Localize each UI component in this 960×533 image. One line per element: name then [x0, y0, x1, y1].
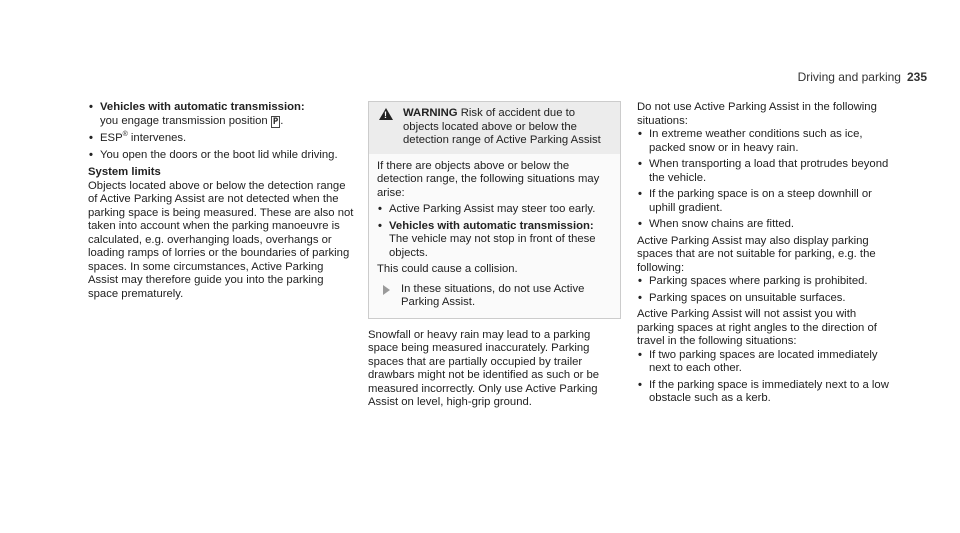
bullet-list-top [88, 101, 356, 162]
list-item: • When snow chains are fitted. [637, 218, 895, 232]
section-heading: System limits [88, 166, 161, 178]
list-item: • When transporting a load that protrudes beyond the vehicle. [637, 158, 895, 185]
warning-header [369, 102, 620, 154]
item-bold-label: Vehicles with automatic transmission: [389, 219, 594, 232]
list-item: • If two parking spaces are located immediately next to each other. [637, 349, 895, 376]
list-item: • If the parking space is immediately next to a low obstacle such as a kerb. [637, 379, 895, 406]
item-tail: . [280, 114, 284, 127]
warning-intro: If there are objects above or below the detection range, the following situations may arise: [377, 159, 600, 199]
item-text: The vehicle may not stop in front of these objects. [389, 233, 596, 259]
bullet-list-3 [637, 349, 895, 406]
list-item: • In extreme weather conditions such as ice, packed snow or in heavy rain. [637, 128, 895, 155]
item-text: Active Parking Assist may steer too early. [389, 203, 596, 215]
item-bold-label: Vehicles with automatic transmission: [100, 101, 305, 113]
column-right [637, 101, 895, 409]
transmission-p-symbol: P [272, 116, 279, 127]
item-text: intervenes. [127, 132, 187, 144]
list-item: • Parking spaces on unsuitable surfaces. [637, 292, 895, 306]
body-paragraph: Do not use Active Parking Assist in the following situations: [637, 101, 877, 127]
body-paragraph: Active Parking Assist may also display parking spaces that are not suitable for parking, e.g. the following: [637, 234, 876, 274]
warning-body [369, 154, 620, 318]
body-paragraph: Active Parking Assist will not assist you with parking spaces at right angles to the direction of travel in the following situations: [637, 308, 877, 347]
section-title: Driving and parking [797, 70, 901, 84]
item-text: You open the doors or the boot lid while driving. [100, 148, 338, 161]
item-text: you engage transmission position [100, 114, 268, 127]
bullet-list-2 [637, 275, 895, 305]
registered-mark: ® [122, 131, 128, 139]
list-item [377, 220, 612, 261]
body-paragraph: Objects located above or below the detection range of Active Parking Assist are not detected when the parking space is being measured. These are also not taken into account when the parking manoeuvre is calculated, e.g. overhanging loads, overhangs or loading ramps of lorries or the boundaries of parking spaces. In some circumstances, Active Parking Assist may therefore guide you into the parking space prematurely. [88, 179, 354, 300]
warning-consequence: This could cause a collision. [377, 263, 518, 275]
page-number: 235 [906, 70, 927, 84]
warning-box [368, 101, 621, 319]
list-item [88, 149, 356, 163]
warning-label: WARNING [403, 107, 458, 119]
body-paragraph: Snowfall or heavy rain may lead to a parking space being measured inaccurately. Parking spaces that are partially occupied by trailer drawbars might not be identified as such or be measured incorrectly. Only use Active Parking Assist on level, high-grip ground. [368, 328, 600, 408]
list-item: • Parking spaces where parking is prohibited. [637, 275, 895, 289]
column-middle [368, 101, 621, 410]
list-item [88, 101, 356, 129]
warning-triangle-icon [379, 108, 393, 120]
step-arrow-icon [383, 285, 390, 295]
item-prefix: ESP [100, 132, 123, 144]
list-item [377, 203, 612, 217]
warning-bullets [377, 203, 612, 260]
warning-title: Risk of accident due to objects located above or below the detection range of Active Parking Assist [403, 107, 601, 146]
warning-step [377, 283, 612, 310]
page-header [798, 70, 927, 84]
step-text: In these situations, do not use Active Parking Assist. [401, 282, 585, 308]
column-left [88, 101, 356, 301]
list-item: • If the parking space is on a steep downhill or uphill gradient. [637, 188, 895, 215]
list-item [88, 132, 356, 146]
bullet-list-1 [637, 128, 895, 232]
